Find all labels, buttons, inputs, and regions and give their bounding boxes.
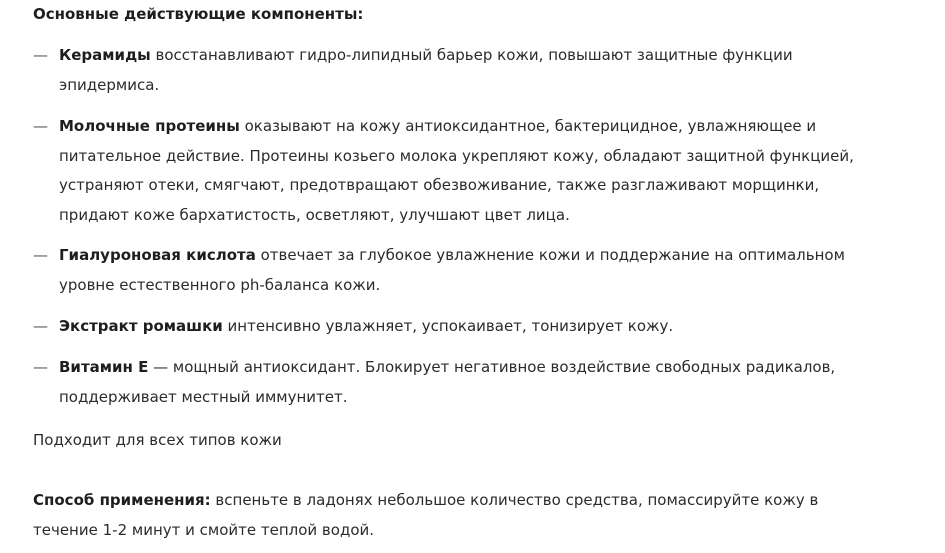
component-item-hyaluronic-acid [33, 241, 903, 300]
component-text [59, 112, 889, 230]
dash-bullet: — [33, 46, 48, 64]
component-text [59, 41, 889, 100]
component-item-vitamin-e [33, 353, 903, 412]
component-term: Гиалуроновая кислота [59, 246, 256, 264]
component-description: восстанавливают гидро-липидный барьер кожи, повышают защитные функции эпидермиса. [59, 46, 793, 94]
component-description: — мощный антиоксидант. Блокирует негативное воздействие свободных радикалов, поддерживает местный иммунитет. [59, 358, 836, 406]
dash-bullet: — [33, 117, 48, 135]
component-item-milk-proteins [33, 112, 903, 230]
dash-bullet: — [33, 358, 48, 376]
component-term: Молочные протеины [59, 117, 240, 135]
usage-text: вспеньте в ладонях небольшое количество средства, помассируйте кожу в течение 1-2 минут и смойте теплой водой. [33, 491, 819, 539]
component-term: Экстракт ромашки [59, 317, 223, 335]
component-item-ceramides [33, 41, 903, 100]
dash-bullet: — [33, 246, 48, 264]
component-text [59, 312, 889, 342]
component-text [59, 353, 889, 412]
component-item-chamomile-extract [33, 312, 903, 342]
dash-bullet: — [33, 317, 48, 335]
components-heading: Основные действующие компоненты: [33, 5, 364, 23]
component-description: оказывают на кожу антиоксидантное, бактерицидное, увлажняющее и питательное действие. Протеины козьего молока укрепляют кожу, обладают защитной функцией, устраняют отеки, смягчают, предотвращают обезвоживание, также разглаживают морщинки, придают коже бархатистость, осветляют, улучшают цвет лица. [59, 117, 854, 224]
component-description: отвечает за глубокое увлажнение кожи и поддержание на оптимальном уровне естественного ph-баланса кожи. [59, 246, 845, 294]
component-term: Керамиды [59, 46, 151, 64]
component-text [59, 241, 889, 300]
component-term: Витамин Е [59, 358, 149, 376]
component-description: интенсивно увлажняет, успокаивает, тонизирует кожу. [222, 317, 674, 335]
usage-instructions [33, 485, 883, 545]
skin-types-note: Подходит для всех типов кожи [33, 431, 282, 449]
usage-label: Способ применения: [33, 491, 211, 509]
